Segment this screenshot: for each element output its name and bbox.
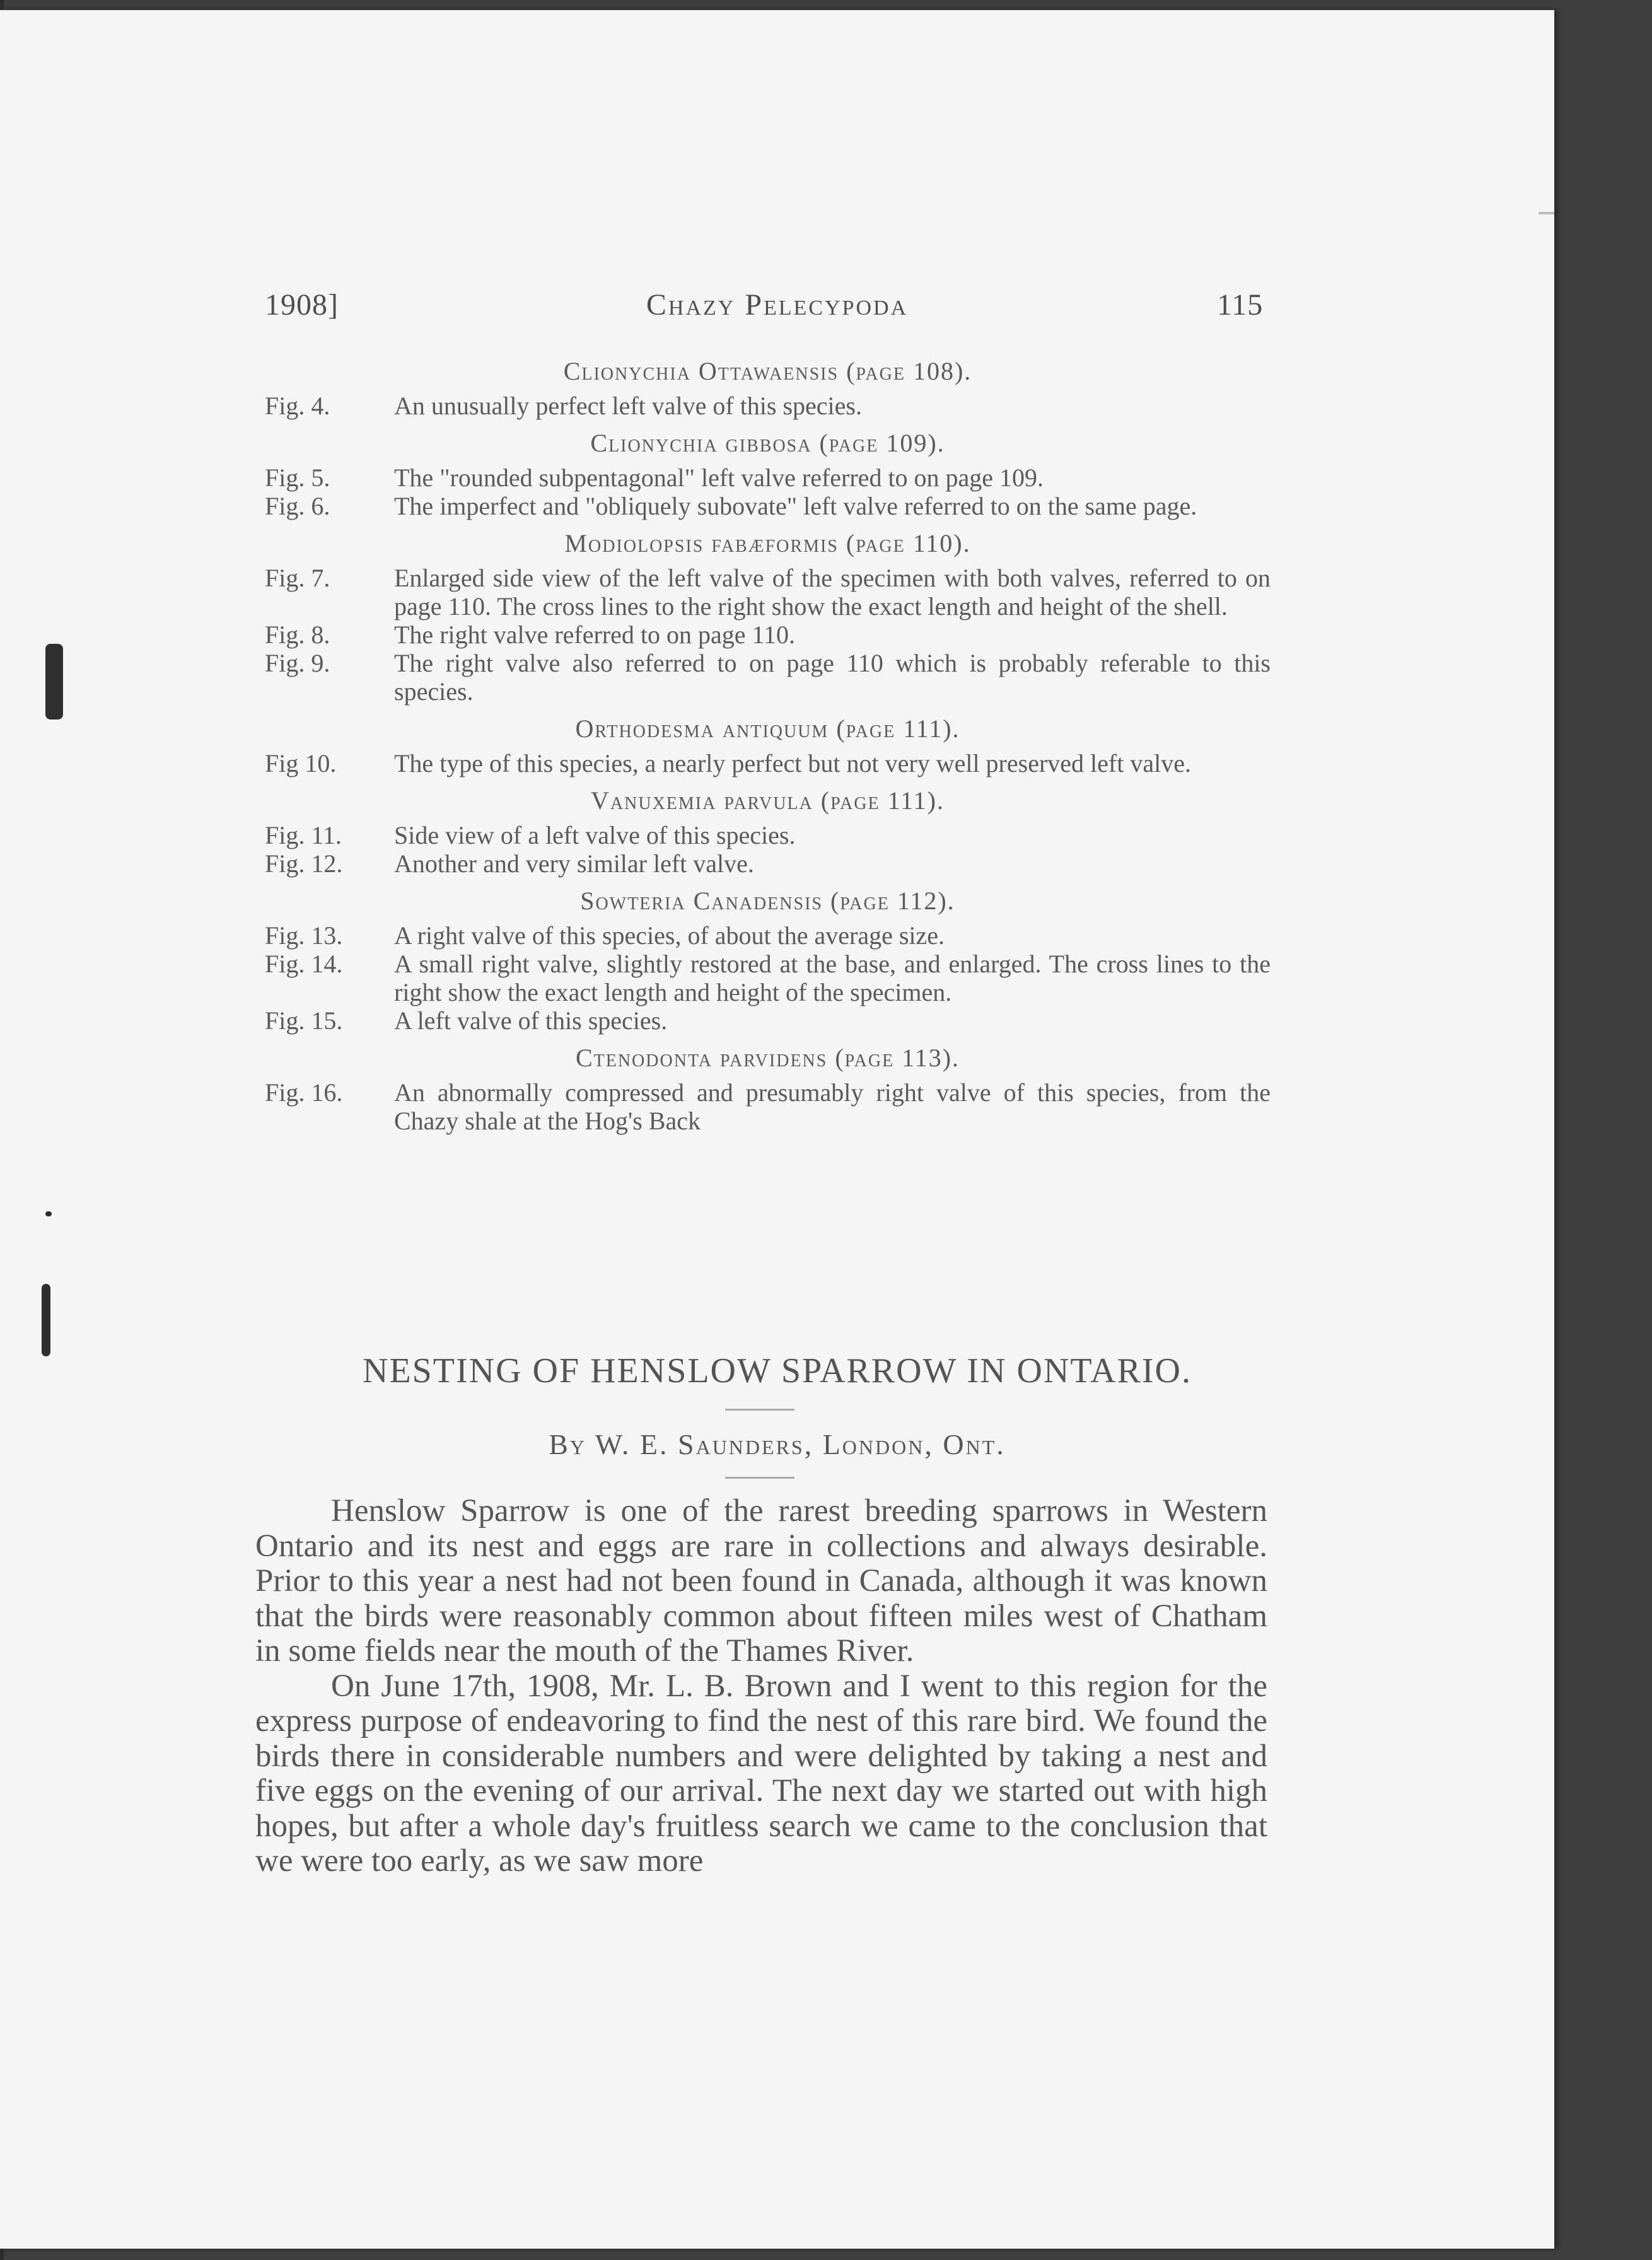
figure-text: Side view of a left valve of this species.	[394, 821, 796, 849]
page-number: 115	[1217, 288, 1264, 322]
figure-caption	[265, 620, 1271, 649]
figure-number: Fig. 12.	[265, 849, 343, 878]
scanned-page	[0, 10, 1554, 2249]
figure-text: Another and very similar left valve.	[394, 849, 754, 878]
figure-caption	[265, 849, 1271, 878]
figure-caption	[265, 463, 1271, 492]
figure-number: Fig. 8.	[265, 620, 330, 649]
article-body	[255, 1494, 1267, 1879]
species-heading: Clionychia gibbosa (page 109).	[590, 429, 945, 457]
byline-rule	[725, 1477, 794, 1479]
paragraph: On June 17th, 1908, Mr. L. B. Brown and I went to this region for the express purpose of endeavoring to find the nest of this rare bird. We found the birds there in considerable numbers and were delighted by taking a nest and five eggs on the evening of our arrival. The next day we started out with high hopes, but after a whole day's fruitless search we came to the conclusion that we were too early, as we saw more	[255, 1668, 1267, 1878]
figure-number: Fig. 6.	[265, 492, 330, 520]
species-heading: Clionychia Ottawaensis (page 108).	[563, 357, 972, 385]
figure-text: The imperfect and "obliquely subovate" left valve referred to on the same page.	[394, 492, 1197, 520]
figure-caption	[265, 649, 1271, 706]
article-title: NESTING OF HENSLOW SPARROW IN ONTARIO.	[363, 1351, 1192, 1390]
figure-text: An abnormally compressed and presumably right valve of this species, from the Chazy shale at the Hog's Back	[394, 1078, 1271, 1135]
article-byline: By W. E. Saunders, London, Ont.	[549, 1428, 1006, 1460]
figure-number: Fig. 4.	[265, 392, 330, 420]
figure-caption	[265, 1006, 1271, 1035]
species-heading: Orthodesma antiquum (page 111).	[575, 714, 960, 743]
figure-text: The type of this species, a nearly perfect but not very well preserved left valve.	[394, 749, 1191, 778]
figure-text: The right valve referred to on page 110.	[394, 620, 796, 649]
figure-number: Fig. 11.	[265, 821, 342, 849]
figure-text: Enlarged side view of the left valve of the specimen with both valves, referred to on page 110. The cross lines to the right show the exact length and height of the shell.	[394, 564, 1271, 620]
figure-caption	[265, 1078, 1271, 1135]
figure-number: Fig. 7.	[265, 564, 330, 592]
species-heading: Modiolopsis fabæformis (page 110).	[564, 529, 971, 557]
figure-caption	[265, 392, 1271, 420]
binding-mark-lower	[42, 1284, 50, 1356]
paragraph: Henslow Sparrow is one of the rarest breeding sparrows in Western Ontario and its nest and eggs are rare in collections and always desirable. Prior to this year a nest had not been found in Canada, although it was known that the birds were reasonably common about fifteen miles west of Chatham in some fields near the mouth of the Thames River.	[255, 1493, 1267, 1669]
plate-captions	[265, 357, 1271, 1135]
figure-number: Fig. 5.	[265, 463, 330, 492]
figure-text: A left valve of this species.	[394, 1006, 668, 1035]
figure-caption	[265, 950, 1271, 1006]
figure-caption	[265, 749, 1271, 778]
figure-text: A small right valve, slightly restored at the base, and enlarged. The cross lines to the right show the exact length and height of the specimen.	[394, 950, 1271, 1006]
title-rule	[725, 1409, 794, 1411]
running-head-year: 1908]	[265, 288, 339, 322]
figure-number: Fig. 16.	[265, 1078, 343, 1107]
figure-caption	[265, 492, 1271, 520]
binding-dot	[45, 1211, 52, 1216]
figure-text: A right valve of this species, of about the average size.	[394, 921, 945, 950]
figure-number: Fig 10.	[265, 749, 337, 778]
running-head-title: Chazy Pelecypoda	[646, 288, 909, 322]
figure-text: The right valve also referred to on page 110 which is probably referable to this species.	[394, 649, 1271, 706]
figure-number: Fig. 15.	[265, 1006, 343, 1035]
figure-text: The "rounded subpentagonal" left valve referred to on page 109.	[394, 463, 1044, 492]
species-heading: Sowteria Canadensis (page 112).	[580, 887, 955, 915]
figure-caption	[265, 564, 1271, 620]
figure-number: Fig. 14.	[265, 950, 343, 978]
figure-caption	[265, 921, 1271, 950]
figure-text: An unusually perfect left valve of this species.	[394, 392, 862, 420]
figure-number: Fig. 9.	[265, 649, 330, 677]
binding-mark-upper	[45, 644, 63, 719]
species-heading: Ctenodonta parvidens (page 113).	[575, 1044, 960, 1072]
figure-number: Fig. 13.	[265, 921, 343, 950]
species-heading: Vanuxemia parvula (page 111).	[591, 786, 945, 815]
figure-caption	[265, 821, 1271, 849]
edge-scratch	[1539, 212, 1554, 214]
